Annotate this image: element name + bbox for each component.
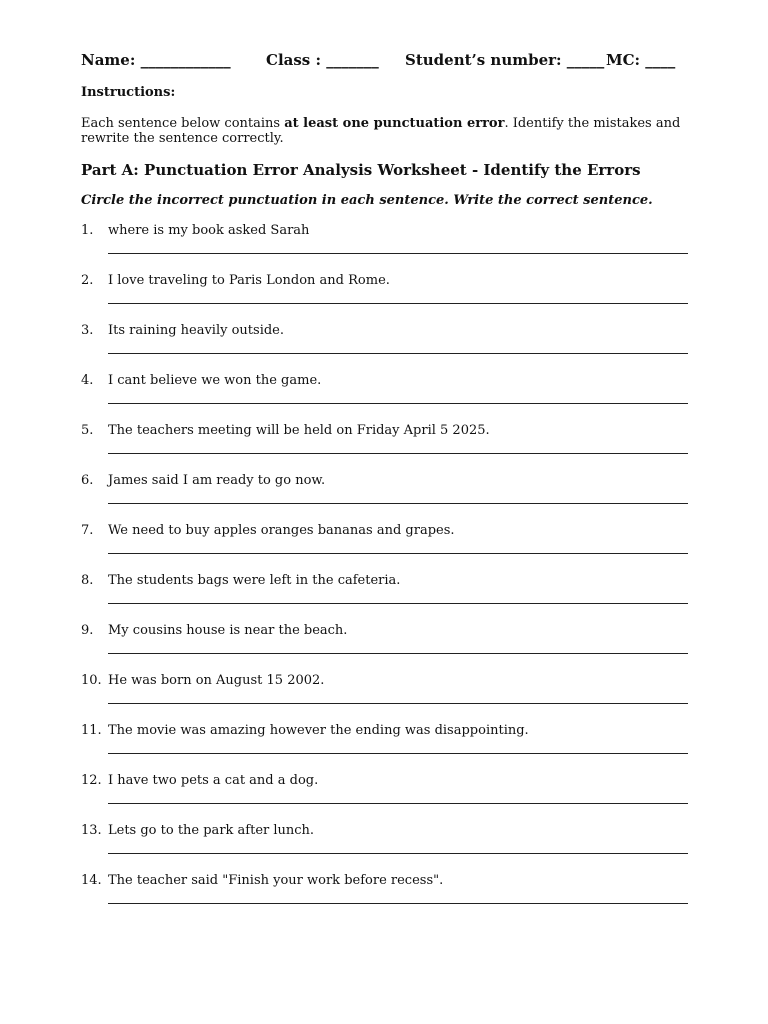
question-number: 14. (81, 873, 102, 888)
question-number: 3. (81, 323, 94, 338)
answer-line[interactable] (108, 303, 688, 304)
question-item (0, 773, 768, 823)
question-item (0, 723, 768, 773)
question-sentence: The movie was amazing however the ending was disappointing. (108, 723, 529, 738)
question-number: 12. (81, 773, 102, 788)
question-number: 13. (81, 823, 102, 838)
question-sentence: I cant believe we won the game. (108, 373, 322, 388)
part-a-title: Part A: Punctuation Error Analysis Worksheet - Identify the Errors (81, 161, 641, 179)
answer-line[interactable] (108, 703, 688, 704)
question-sentence: I love traveling to Paris London and Rome. (108, 273, 390, 288)
question-sentence: The teachers meeting will be held on Friday April 5 2025. (108, 423, 490, 438)
question-number: 1. (81, 223, 94, 238)
question-number: 5. (81, 423, 94, 438)
question-sentence: I have two pets a cat and a dog. (108, 773, 319, 788)
question-item (0, 873, 768, 923)
question-sentence: The students bags were left in the cafeteria. (108, 573, 401, 588)
question-item (0, 573, 768, 623)
instructions-text-end: . Identify the mistakes and rewrite the sentence correctly. (81, 116, 681, 146)
question-number: 7. (81, 523, 94, 538)
question-number: 10. (81, 673, 102, 688)
answer-line[interactable] (108, 353, 688, 354)
answer-line[interactable] (108, 503, 688, 504)
question-sentence: He was born on August 15 2002. (108, 673, 325, 688)
question-sentence: Its raining heavily outside. (108, 323, 284, 338)
question-item (0, 623, 768, 673)
question-sentence: We need to buy apples oranges bananas and grapes. (108, 523, 455, 538)
question-item (0, 373, 768, 423)
question-item (0, 473, 768, 523)
answer-line[interactable] (108, 403, 688, 404)
answer-line[interactable] (108, 903, 688, 904)
instructions-text (81, 116, 691, 146)
answer-line[interactable] (108, 603, 688, 604)
question-item (0, 673, 768, 723)
answer-line[interactable] (108, 553, 688, 554)
question-sentence: My cousins house is near the beach. (108, 623, 348, 638)
answer-line[interactable] (108, 253, 688, 254)
question-sentence: where is my book asked Sarah (108, 223, 310, 238)
question-sentence: The teacher said "Finish your work before recess". (108, 873, 444, 888)
mc-field[interactable]: MC: ____ (606, 51, 676, 69)
question-number: 6. (81, 473, 94, 488)
part-a-subinstruction: Circle the incorrect punctuation in each sentence. Write the correct sentence. (81, 193, 653, 208)
question-item (0, 323, 768, 373)
student-number-field[interactable]: Student’s number: _____ (405, 51, 605, 69)
answer-line[interactable] (108, 453, 688, 454)
question-number: 8. (81, 573, 94, 588)
answer-line[interactable] (108, 803, 688, 804)
question-number: 2. (81, 273, 94, 288)
question-number: 9. (81, 623, 94, 638)
question-number: 11. (81, 723, 102, 738)
question-sentence: James said I am ready to go now. (108, 473, 326, 488)
question-item (0, 423, 768, 473)
question-sentence: Lets go to the park after lunch. (108, 823, 315, 838)
question-item (0, 523, 768, 573)
instructions-text-emphasis: at least one punctuation error (284, 116, 505, 131)
question-item (0, 273, 768, 323)
answer-line[interactable] (108, 853, 688, 854)
name-field[interactable]: Name: ____________ (81, 51, 231, 69)
class-field[interactable]: Class : _______ (266, 51, 379, 69)
instructions-heading: Instructions: (81, 85, 176, 100)
answer-line[interactable] (108, 653, 688, 654)
instructions-text-start: Each sentence below contains (81, 116, 285, 131)
question-number: 4. (81, 373, 94, 388)
answer-line[interactable] (108, 753, 688, 754)
question-item (0, 823, 768, 873)
question-item (0, 223, 768, 273)
